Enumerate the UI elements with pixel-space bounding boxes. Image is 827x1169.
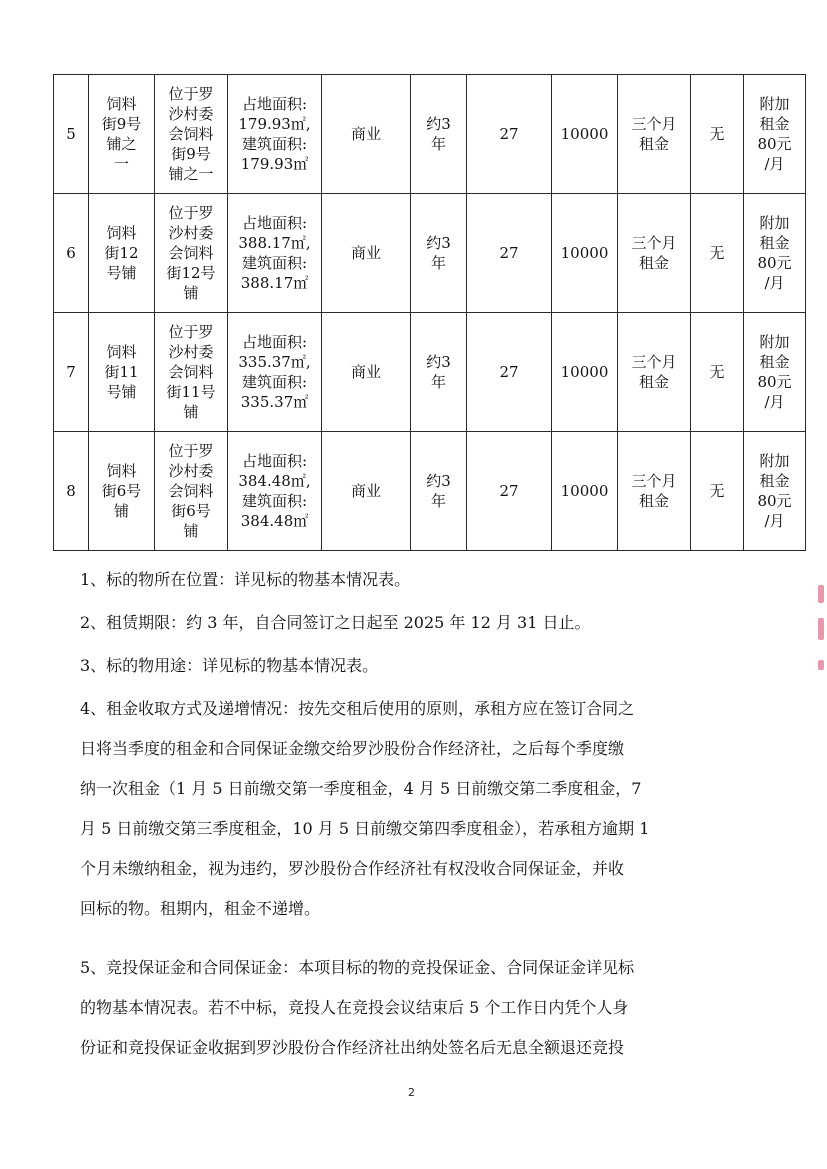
cell-bid-deposit: 10000 bbox=[552, 432, 618, 551]
clause-1-line: 1、标的物所在位置：详见标的物基本情况表。 bbox=[80, 570, 411, 589]
cell-note bbox=[744, 75, 806, 194]
cell-location bbox=[155, 432, 228, 551]
cell-term-line: 约3 bbox=[426, 353, 451, 371]
cell-area-line: 建筑面积: bbox=[241, 135, 308, 153]
cell-location-line: 会饲料 bbox=[168, 244, 214, 262]
cell-property-name-line: 号铺 bbox=[106, 383, 137, 401]
cell-term-line: 年 bbox=[430, 492, 446, 510]
cell-area-line: 占地面积: bbox=[241, 333, 308, 351]
cell-base-price: 27 bbox=[467, 313, 552, 432]
cell-number: 7 bbox=[54, 313, 89, 432]
cell-note-line: 附加 bbox=[759, 333, 790, 351]
cell-area-line: 建筑面积: bbox=[241, 373, 308, 391]
clause-4-line: 回标的物。租期内，租金不递增。 bbox=[80, 899, 321, 918]
cell-area-line: 建筑面积: bbox=[241, 254, 308, 272]
cell-note-line: /月 bbox=[764, 512, 785, 530]
cell-note bbox=[744, 194, 806, 313]
cell-location-line: 铺 bbox=[183, 284, 199, 302]
stamp-mark bbox=[818, 585, 824, 603]
cell-base-price: 27 bbox=[467, 194, 552, 313]
cell-note bbox=[744, 432, 806, 551]
cell-area-line: 388.17㎡, bbox=[238, 234, 311, 252]
cell-area-line: 388.17㎡ bbox=[240, 274, 309, 292]
cell-term-line: 年 bbox=[430, 135, 446, 153]
cell-property-name-line: 饲料 bbox=[106, 95, 137, 113]
cell-note-line: 80元 bbox=[757, 492, 792, 510]
cell-bid-deposit: 10000 bbox=[552, 75, 618, 194]
cell-note-line: 租金 bbox=[759, 353, 790, 371]
cell-term bbox=[411, 313, 467, 432]
table-row bbox=[54, 432, 806, 551]
cell-location-line: 沙村委 bbox=[168, 224, 214, 242]
cell-location-line: 铺 bbox=[183, 403, 199, 421]
clause-3 bbox=[80, 646, 780, 686]
cell-contract-deposit-line: 三个月 bbox=[631, 472, 677, 490]
cell-property-name bbox=[89, 75, 155, 194]
cell-note-line: 租金 bbox=[759, 234, 790, 252]
cell-extra: 无 bbox=[691, 432, 744, 551]
cell-area-line: 179.93㎡, bbox=[238, 115, 311, 133]
clause-2 bbox=[80, 603, 780, 643]
cell-contract-deposit-line: 租金 bbox=[638, 492, 669, 510]
cell-location-line: 铺 bbox=[183, 522, 199, 540]
cell-property-name-line: 街11 bbox=[104, 363, 139, 381]
cell-term bbox=[411, 432, 467, 551]
cell-contract-deposit bbox=[618, 432, 691, 551]
cell-location-line: 位于罗 bbox=[168, 323, 214, 341]
cell-area-line: 384.48㎡, bbox=[238, 472, 311, 490]
cell-property-name bbox=[89, 432, 155, 551]
cell-contract-deposit bbox=[618, 194, 691, 313]
cell-note-line: /月 bbox=[764, 393, 785, 411]
cell-contract-deposit-line: 三个月 bbox=[631, 115, 677, 133]
cell-term-line: 约3 bbox=[426, 472, 451, 490]
cell-usage: 商业 bbox=[322, 194, 411, 313]
clause-5-line: 的物基本情况表。若不中标，竞投人在竞投会议结束后 5 个工作日内凭个人身 bbox=[80, 998, 629, 1017]
cell-location-line: 街6号 bbox=[171, 502, 211, 520]
clause-3-line: 3、标的物用途：详见标的物基本情况表。 bbox=[80, 656, 379, 675]
cell-contract-deposit bbox=[618, 75, 691, 194]
cell-property-name-line: 街6号 bbox=[101, 482, 142, 500]
cell-note-line: 80元 bbox=[757, 254, 792, 272]
cell-area-line: 占地面积: bbox=[241, 452, 308, 470]
cell-location-line: 铺之一 bbox=[168, 165, 214, 183]
cell-contract-deposit-line: 租金 bbox=[638, 135, 669, 153]
cell-property-name-line: 一 bbox=[113, 155, 129, 173]
cell-bid-deposit: 10000 bbox=[552, 313, 618, 432]
cell-area bbox=[228, 432, 322, 551]
cell-property-name-line: 号铺 bbox=[106, 264, 137, 282]
cell-location bbox=[155, 75, 228, 194]
cell-property-name-line: 街9号 bbox=[101, 115, 142, 133]
cell-term-line: 年 bbox=[430, 254, 446, 272]
cell-contract-deposit-line: 租金 bbox=[638, 373, 669, 391]
cell-usage: 商业 bbox=[322, 432, 411, 551]
cell-number: 6 bbox=[54, 194, 89, 313]
cell-area bbox=[228, 194, 322, 313]
cell-property-name-line: 铺之 bbox=[106, 135, 137, 153]
cell-contract-deposit bbox=[618, 313, 691, 432]
cell-location-line: 会饲料 bbox=[168, 363, 214, 381]
cell-extra: 无 bbox=[691, 194, 744, 313]
cell-location-line: 街9号 bbox=[171, 145, 211, 163]
cell-area-line: 占地面积: bbox=[241, 95, 308, 113]
cell-note-line: 附加 bbox=[759, 214, 790, 232]
cell-term-line: 约3 bbox=[426, 234, 451, 252]
cell-note-line: 租金 bbox=[759, 115, 790, 133]
clause-5 bbox=[80, 948, 780, 1068]
cell-note-line: 租金 bbox=[759, 472, 790, 490]
cell-term bbox=[411, 194, 467, 313]
cell-area bbox=[228, 75, 322, 194]
cell-location-line: 街12号 bbox=[166, 264, 216, 282]
cell-note bbox=[744, 313, 806, 432]
cell-location-line: 位于罗 bbox=[168, 442, 214, 460]
cell-note-line: 80元 bbox=[757, 135, 792, 153]
cell-contract-deposit-line: 租金 bbox=[638, 254, 669, 272]
clause-4 bbox=[80, 689, 780, 929]
cell-term-line: 年 bbox=[430, 373, 446, 391]
page-number: 2 bbox=[408, 1086, 415, 1099]
cell-note-line: 附加 bbox=[759, 452, 790, 470]
cell-base-price: 27 bbox=[467, 75, 552, 194]
table-row bbox=[54, 194, 806, 313]
property-table-body bbox=[54, 75, 806, 551]
stamp-mark bbox=[818, 618, 824, 640]
clause-4-line: 纳一次租金（1 月 5 日前缴交第一季度租金，4 月 5 日前缴交第二季度租金，7 bbox=[80, 779, 642, 798]
cell-property-name-line: 街12 bbox=[104, 244, 139, 262]
cell-usage: 商业 bbox=[322, 75, 411, 194]
clause-4-line: 个月未缴纳租金，视为违约，罗沙股份合作经济社有权没收合同保证金，并收 bbox=[80, 859, 625, 878]
cell-extra: 无 bbox=[691, 313, 744, 432]
cell-location-line: 位于罗 bbox=[168, 85, 214, 103]
cell-area-line: 179.93㎡ bbox=[240, 155, 309, 173]
clause-2-line: 2、租赁期限：约 3 年，自合同签订之日起至 2025 年 12 月 31 日止。 bbox=[80, 613, 591, 632]
clause-4-line: 月 5 日前缴交第三季度租金，10 月 5 日前缴交第四季度租金），若承租方逾期 1 bbox=[80, 819, 650, 838]
cell-location-line: 沙村委 bbox=[168, 105, 214, 123]
cell-property-name bbox=[89, 313, 155, 432]
cell-area-line: 建筑面积: bbox=[241, 492, 308, 510]
cell-location-line: 位于罗 bbox=[168, 204, 214, 222]
cell-note-line: /月 bbox=[764, 274, 785, 292]
clause-4-line: 日将当季度的租金和合同保证金缴交给罗沙股份合作经济社，之后每个季度缴 bbox=[80, 739, 625, 758]
cell-location-line: 街11号 bbox=[166, 383, 216, 401]
cell-area-line: 335.37㎡ bbox=[240, 393, 309, 411]
clause-1 bbox=[80, 560, 780, 600]
clause-5-line: 份证和竞投保证金收据到罗沙股份合作经济社出纳处签名后无息全额退还竞投 bbox=[80, 1038, 625, 1057]
property-table bbox=[53, 74, 806, 551]
cell-contract-deposit-line: 三个月 bbox=[631, 234, 677, 252]
cell-area-line: 占地面积: bbox=[241, 214, 308, 232]
cell-property-name-line: 饲料 bbox=[106, 462, 137, 480]
cell-term bbox=[411, 75, 467, 194]
cell-bid-deposit: 10000 bbox=[552, 194, 618, 313]
cell-area bbox=[228, 313, 322, 432]
cell-term-line: 约3 bbox=[426, 115, 451, 133]
cell-extra: 无 bbox=[691, 75, 744, 194]
cell-note-line: /月 bbox=[764, 155, 785, 173]
table-row bbox=[54, 75, 806, 194]
cell-location-line: 会饲料 bbox=[168, 125, 214, 143]
cell-area-line: 384.48㎡ bbox=[240, 512, 309, 530]
cell-location bbox=[155, 313, 228, 432]
cell-usage: 商业 bbox=[322, 313, 411, 432]
cell-location-line: 会饲料 bbox=[168, 482, 214, 500]
clause-4-line: 4、租金收取方式及递增情况：按先交租后使用的原则，承租方应在签订合同之 bbox=[80, 699, 635, 718]
cell-number: 8 bbox=[54, 432, 89, 551]
clause-5-line: 5、竞投保证金和合同保证金：本项目标的物的竞投保证金、合同保证金详见标 bbox=[80, 958, 635, 977]
stamp-mark bbox=[818, 660, 824, 670]
cell-property-name-line: 铺 bbox=[113, 502, 129, 520]
cell-number: 5 bbox=[54, 75, 89, 194]
cell-location bbox=[155, 194, 228, 313]
cell-area-line: 335.37㎡, bbox=[238, 353, 311, 371]
table-row bbox=[54, 313, 806, 432]
cell-note-line: 附加 bbox=[759, 95, 790, 113]
cell-contract-deposit-line: 三个月 bbox=[631, 353, 677, 371]
cell-base-price: 27 bbox=[467, 432, 552, 551]
cell-location-line: 沙村委 bbox=[168, 343, 214, 361]
cell-property-name-line: 饲料 bbox=[106, 224, 137, 242]
cell-note-line: 80元 bbox=[757, 373, 792, 391]
cell-property-name-line: 饲料 bbox=[106, 343, 137, 361]
cell-location-line: 沙村委 bbox=[168, 462, 214, 480]
cell-property-name bbox=[89, 194, 155, 313]
